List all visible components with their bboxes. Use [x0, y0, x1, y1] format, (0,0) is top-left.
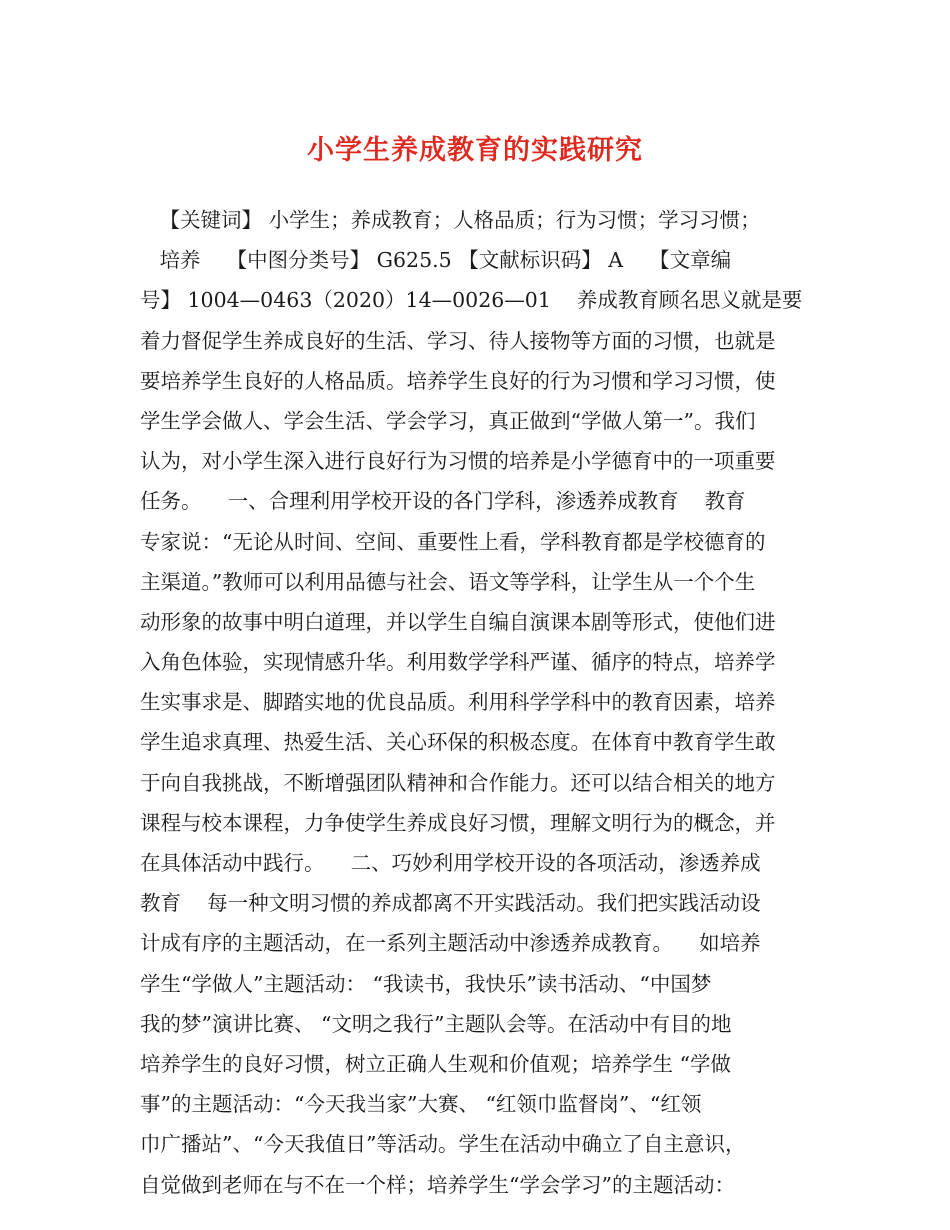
text-line: 【关键词】 小学生；养成教育；人格品质；行为习惯；学习习惯； [140, 208, 761, 232]
text-line: 主渠道。”教师可以利用品德与社会、语文等学科，让学生从一个个生 [140, 569, 756, 594]
body-text [140, 200, 820, 1205]
text-line: 着力督促学生养成良好的生活、学习、待人接物等方面的习惯，也就是 [140, 328, 776, 353]
document-title: 小学生养成教育的实践研究 [307, 135, 643, 166]
text-line: 任务。 一、合理利用学校开设的各门学科，渗透养成教育 教育 [140, 489, 746, 514]
text-line: 认为，对小学生深入进行良好行为习惯的培养是小学德育中的一项重要 [140, 449, 776, 474]
text-line: 学生追求真理、热爱生活、关心环保的积极态度。在体育中教育学生敢 [140, 730, 776, 755]
text-line: 号】 1004—0463（2020）14—0026—01 养成教育顾名思义就是要 [140, 288, 803, 313]
text-line: 课程与校本课程，力争使学生养成良好习惯，理解文明行为的概念，并 [140, 810, 776, 835]
text-line: 学生学会做人、学会生活、学会学习，真正做到“学做人第一”。我们 [140, 408, 756, 433]
text-line: 生实事求是、脚踏实地的优良品质。利用科学学科中的教育因素，培养 [140, 690, 776, 715]
text-line: 专家说：“无论从时间、空间、重要性上看，学科教育都是学校德育的 [140, 529, 766, 554]
text-line: 事”的主题活动：“今天我当家”大赛、 “红领巾监督岗”、“红领 [140, 1092, 702, 1117]
text-line: 培养 【中图分类号】 G625.5 【文献标识码】 A 【文章编 [140, 248, 732, 273]
text-line: 我的梦”演讲比赛、 “文明之我行”主题队会等。在活动中有目的地 [140, 1011, 732, 1036]
text-line: 学生“学做人”主题活动： “我读书，我快乐”读书活动、“中国梦 [140, 971, 712, 996]
text-line: 在具体活动中践行。 二、巧妙利用学校开设的各项活动，渗透养成 [140, 851, 761, 875]
text-line: 巾广播站”、“今天我值日”等活动。学生在活动中确立了自主意识， [140, 1132, 746, 1157]
text-line: 要培养学生良好的人格品质。培养学生良好的行为习惯和学习习惯，使 [140, 368, 776, 393]
text-line: 动形象的故事中明白道理，并以学生自编自演课本剧等形式，使他们进 [140, 609, 776, 634]
text-line: 入角色体验，实现情感升华。利用数学学科严谨、循序的特点，培养学 [140, 650, 776, 675]
text-line: 计成有序的主题活动，在一系列主题活动中渗透养成教育。 如培养 [140, 931, 761, 956]
text-line: 于向自我挑战，不断增强团队精神和合作能力。还可以结合相关的地方 [140, 770, 776, 795]
text-line: 自觉做到老师在与不在一个样；培养学生“学会学习”的主题活动： [140, 1172, 735, 1197]
text-line: 培养学生的良好习惯，树立正确人生观和价值观；培养学生 “学做 [140, 1051, 731, 1076]
text-line: 教育 每一种文明习惯的养成都离不开实践活动。我们把实践活动设 [140, 891, 761, 916]
